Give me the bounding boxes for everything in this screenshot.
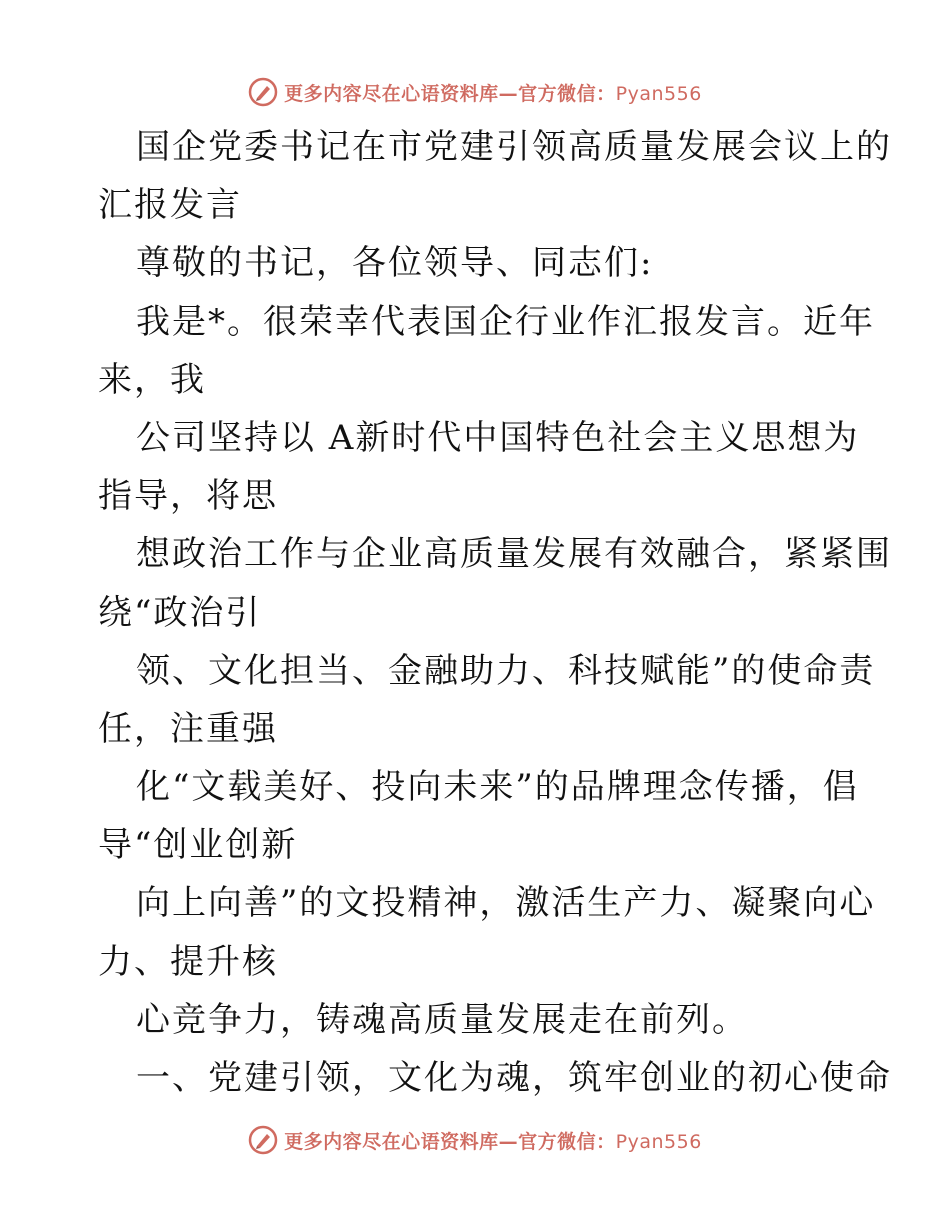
pen-logo-icon <box>248 77 278 107</box>
document-body <box>98 118 892 1107</box>
watermark-header <box>0 72 950 112</box>
paragraph-line: 心竞争力，铸魂高质量发展走在前列。 <box>136 999 748 1040</box>
paragraph-line: 一、党建引领，文化为魂，筑牢创业的初心使命 <box>136 1058 892 1098</box>
paragraph-line: 导“创业创新 <box>98 825 298 866</box>
paragraph-line: 指导，将思 <box>98 476 278 517</box>
paragraph-line: 汇报发言 <box>98 185 242 226</box>
watermark-label: 更多内容尽在心语资料库—官方微信： <box>284 1130 616 1153</box>
watermark-footer <box>0 1120 950 1160</box>
paragraph-line: 化“文载美好、投向未来”的品牌理念传播，倡 <box>136 767 859 808</box>
watermark-id: Pyan556 <box>615 1130 702 1153</box>
pen-logo-icon <box>248 1125 278 1155</box>
paragraph-line: 我是*。很荣幸代表国企行业作汇报发言。近年 <box>136 301 875 342</box>
paragraph-line: 想政治工作与企业高质量发展有效融合，紧紧围 <box>136 534 892 575</box>
paragraph-line: 任，注重强 <box>98 708 278 749</box>
watermark-label: 更多内容尽在心语资料库—官方微信： <box>284 82 616 105</box>
watermark-text <box>284 79 702 106</box>
paragraph-line: 领、文化担当、金融助力、科技赋能”的使命责 <box>136 650 876 691</box>
paragraph-line: 力、提升核 <box>98 941 278 982</box>
paragraph-line: 公司坚持以 A新时代中国特色社会主义思想为 <box>136 417 860 458</box>
paragraph-line: 来，我 <box>98 359 206 400</box>
watermark-id: Pyan556 <box>615 82 702 105</box>
paragraph-line: 绕“政治引 <box>98 592 262 633</box>
watermark-text <box>284 1127 702 1154</box>
paragraph-line: 国企党委书记在市党建引领高质量发展会议上的 <box>136 127 892 167</box>
paragraph-line: 尊敬的书记，各位领导、同志们: <box>136 243 654 284</box>
paragraph-line: 向上向善”的文投精神，激活生产力、凝聚向心 <box>136 883 876 924</box>
